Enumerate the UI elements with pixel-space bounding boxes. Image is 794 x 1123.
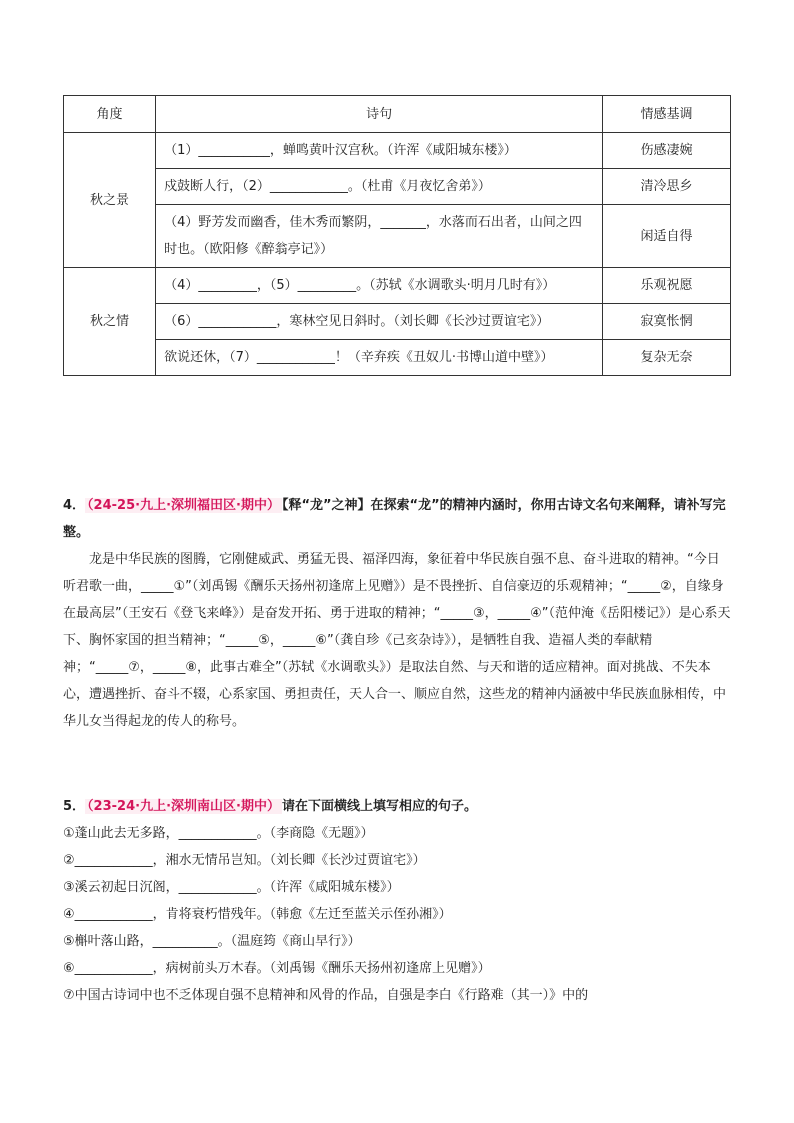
emotion-cell: 清冷思乡 <box>603 169 731 205</box>
emotion-cell: 复杂无奈 <box>603 340 731 376</box>
question-title: 请在下面横线上填写相应的句子。 <box>281 799 477 814</box>
question-number: 5． <box>63 799 86 814</box>
table-header-row <box>64 96 731 133</box>
table-row <box>64 133 731 169</box>
verse-cell: 欲说还休，（7）____________！（辛弃疾《丑奴儿·书博山道中壁》） <box>156 340 603 376</box>
emotion-cell: 寂寞怅惘 <box>603 304 731 340</box>
list-item: ⑤槲叶落山路，__________。（温庭筠《商山早行》） <box>63 934 361 949</box>
source-tag: （24-25·九上·深圳福田区·期中） <box>87 498 280 513</box>
question-4-heading <box>63 492 731 546</box>
poem-table <box>63 95 731 376</box>
header-angle: 角度 <box>64 96 156 133</box>
header-verse: 诗句 <box>156 96 603 133</box>
question-4-paragraph: 龙是中华民族的图腾，它刚健威武、勇猛无畏、福泽四海，象征着中华民族自强不息、奋斗进取的精神。“今日听君歌一曲，_____①”（刘禹锡《酬乐天扬州初逢席上见赠》）是不畏挫折、自信豪迈的乐观精神；“_____②，自缘身在最高层”（王安石《登飞来峰》）是奋发开拓、勇于进取的精神；“_____③，_____④”（范仲淹《岳阳楼记》）是心系天下、胸怀家国的担当精神；“_____⑤，_____⑥”（龚自珍《己亥杂诗》），是牺牲自我、造福人类的奉献精神；“_____⑦，_____⑧，此事古难全”（苏轼《水调歌头》）是取法自然、与天和谐的适应精神。面对挑战、不失本心，遭遇挫折、奋斗不辍，心系家国、勇担责任，天人合一、顺应自然，这些龙的精神内涵被中华民族血脉相传，中华儿女当得起龙的传人的称号。 <box>63 552 731 729</box>
question-number: 4． <box>63 498 86 513</box>
table-row <box>64 268 731 304</box>
list-item: ②____________，湘水无情吊岂知。（刘长卿《长沙过贾谊宅》） <box>63 853 426 868</box>
list-item: ③溪云初起日沉阁，____________。（许浑《咸阳城东楼》） <box>63 880 400 895</box>
question-5 <box>63 793 731 1009</box>
table-row <box>64 169 731 205</box>
list-item: ①蓬山此去无多路，____________。（李商隐《无题》） <box>63 826 374 841</box>
verse-cell: （4）野芳发而幽香，佳木秀而繁阴，_______，水落而石出者，山间之四时也。（欧阳修《醉翁亭记》） <box>156 205 603 268</box>
verse-cell: 戍鼓断人行，（2）____________。（杜甫《月夜忆舍弟》） <box>156 169 603 205</box>
emotion-cell: 伤感凄婉 <box>603 133 731 169</box>
verse-cell: （6）____________，寒林空见日斜时。（刘长卿《长沙过贾谊宅》） <box>156 304 603 340</box>
table-row <box>64 205 731 268</box>
list-item: ④____________，肯将衰朽惜残年。（韩愈《左迁至蓝关示侄孙湘》） <box>63 907 452 922</box>
source-tag: （23-24·九上·深圳南山区·期中） <box>87 799 280 814</box>
list-item: ⑦中国古诗词中也不乏体现自强不息精神和风骨的作品，自强是李白《行路难（其一）》中的 <box>63 988 589 1003</box>
group-label-autumn-feeling: 秋之情 <box>64 268 156 376</box>
verse-cell: （1）___________，蝉鸣黄叶汉宫秋。（许浑《咸阳城东楼》） <box>156 133 603 169</box>
question-4 <box>63 492 731 735</box>
table-row <box>64 340 731 376</box>
header-emotion: 情感基调 <box>603 96 731 133</box>
verse-cell: （4）_________，（5）_________。（苏轼《水调歌头·明月几时有》） <box>156 268 603 304</box>
question-5-heading <box>63 793 731 820</box>
emotion-cell: 乐观祝愿 <box>603 268 731 304</box>
table-row <box>64 304 731 340</box>
list-item: ⑥____________，病树前头万木春。（刘禹锡《酬乐天扬州初逢席上见赠》） <box>63 961 491 976</box>
question-title: 【释“龙”之神】在探索“龙”的精神内涵时，你用古诗文名句来阐释，请补写完整。 <box>63 498 726 540</box>
emotion-cell: 闲适自得 <box>603 205 731 268</box>
group-label-autumn-scene: 秋之景 <box>64 133 156 268</box>
